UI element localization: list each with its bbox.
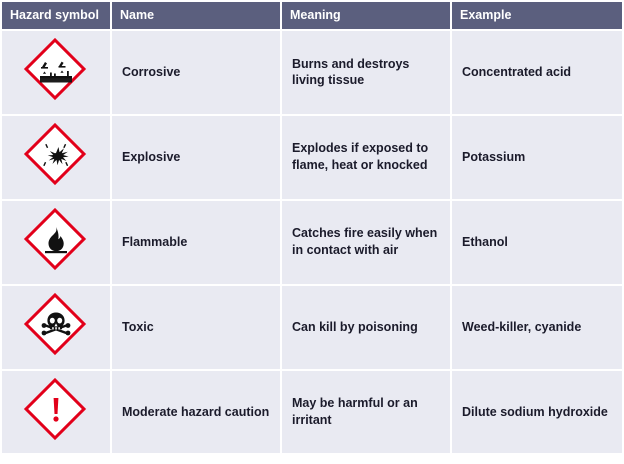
column-header-meaning: Meaning [282,2,450,29]
table-header [2,2,622,29]
flammable-icon [25,209,87,271]
table-row [2,201,622,284]
hazard-symbol-cell [2,31,110,114]
exclamation-warning-icon [25,379,87,441]
hazard-name-cell: Explosive [112,116,280,199]
diamond-outline [24,377,86,439]
hazard-example-cell: Concentrated acid [452,31,622,114]
column-header-example: Example [452,2,622,29]
hazard-meaning-cell: May be harmful or an irritant [282,371,450,454]
table-row [2,286,622,369]
hazard-name-cell: Moderate hazard caution [112,371,280,454]
diamond-outline [24,38,86,100]
hazard-example-cell: Potassium [452,116,622,199]
column-header-name: Name [112,2,280,29]
hazard-example-cell: Dilute sodium hydroxide [452,371,622,454]
hazard-symbol-cell [2,371,110,454]
hazard-name-cell: Toxic [112,286,280,369]
hazard-symbol-cell [2,116,110,199]
diamond-outline [24,123,86,185]
diamond-outline [24,293,86,355]
hazard-meaning-cell: Explodes if exposed to flame, heat or knocked [282,116,450,199]
hazard-meaning-cell: Catches fire easily when in contact with air [282,201,450,284]
toxic-skull-icon [25,294,87,356]
hazard-meaning-cell: Burns and destroys living tissue [282,31,450,114]
table-row [2,371,622,454]
table-row [2,116,622,199]
hazard-example-cell: Ethanol [452,201,622,284]
table-body [2,31,622,453]
hazard-symbol-cell [2,286,110,369]
table-row [2,31,622,114]
corrosive-icon [25,39,87,101]
hazard-example-cell: Weed-killer, cyanide [452,286,622,369]
explosive-icon [25,124,87,186]
hazard-meaning-cell: Can kill by poisoning [282,286,450,369]
diamond-outline [24,208,86,270]
hazard-name-cell: Flammable [112,201,280,284]
hazard-symbol-cell [2,201,110,284]
hazard-name-cell: Corrosive [112,31,280,114]
table-header-row [2,2,622,29]
column-header-hazard-symbol: Hazard symbol [2,2,110,29]
